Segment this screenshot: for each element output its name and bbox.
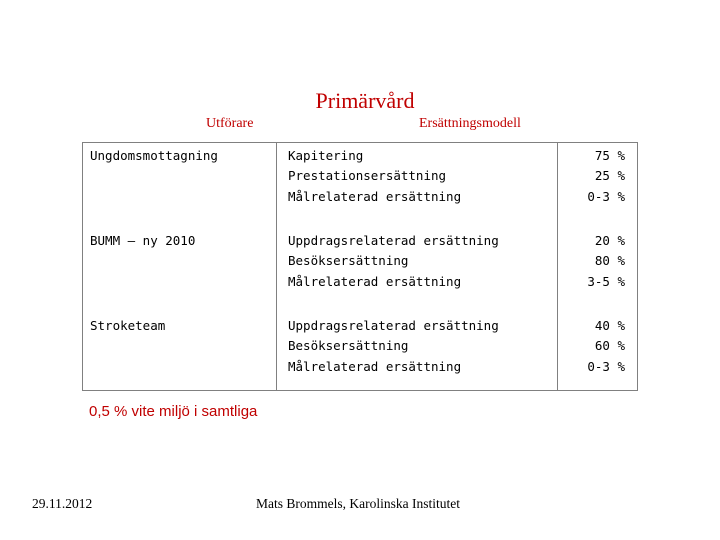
model-label: Besöksersättning (288, 253, 409, 268)
percentage-value: 0-3 % (587, 189, 625, 204)
model-label: Prestationsersättning (288, 168, 447, 183)
model-label: Kapitering (288, 148, 364, 163)
percentage-value: 0-3 % (587, 359, 625, 374)
percentage-value: 25 % (594, 168, 625, 183)
unit-label: Ungdomsmottagning (90, 148, 218, 163)
percentage-value: 80 % (594, 253, 625, 268)
percentage-value: 20 % (594, 233, 625, 248)
footer-author: Mats Brommels, Karolinska Institutet (256, 496, 460, 511)
table-divider (557, 143, 558, 390)
unit-label: BUMM – ny 2010 (90, 233, 196, 248)
model-label: Uppdragsrelaterad ersättning (288, 233, 499, 248)
percentage-value: 60 % (594, 338, 625, 353)
slide-title: Primärvård (315, 88, 415, 113)
column-header-utforare: Utförare (206, 116, 254, 131)
reimbursement-table (82, 142, 638, 391)
model-label: Målrelaterad ersättning (288, 359, 462, 374)
percentage-value: 3-5 % (587, 274, 625, 289)
unit-label: Stroketeam (90, 318, 166, 333)
model-label: Målrelaterad ersättning (288, 189, 462, 204)
model-label: Uppdragsrelaterad ersättning (288, 318, 499, 333)
model-label: Besöksersättning (288, 338, 409, 353)
model-label: Målrelaterad ersättning (288, 274, 462, 289)
penalty-note: 0,5 % vite miljö i samtliga (89, 403, 258, 420)
table-divider (276, 143, 277, 390)
footer-date: 29.11.2012 (32, 496, 93, 511)
percentage-value: 40 % (594, 318, 625, 333)
column-header-ersattningsmodell: Ersättningsmodell (419, 116, 521, 131)
percentage-value: 75 % (594, 148, 625, 163)
